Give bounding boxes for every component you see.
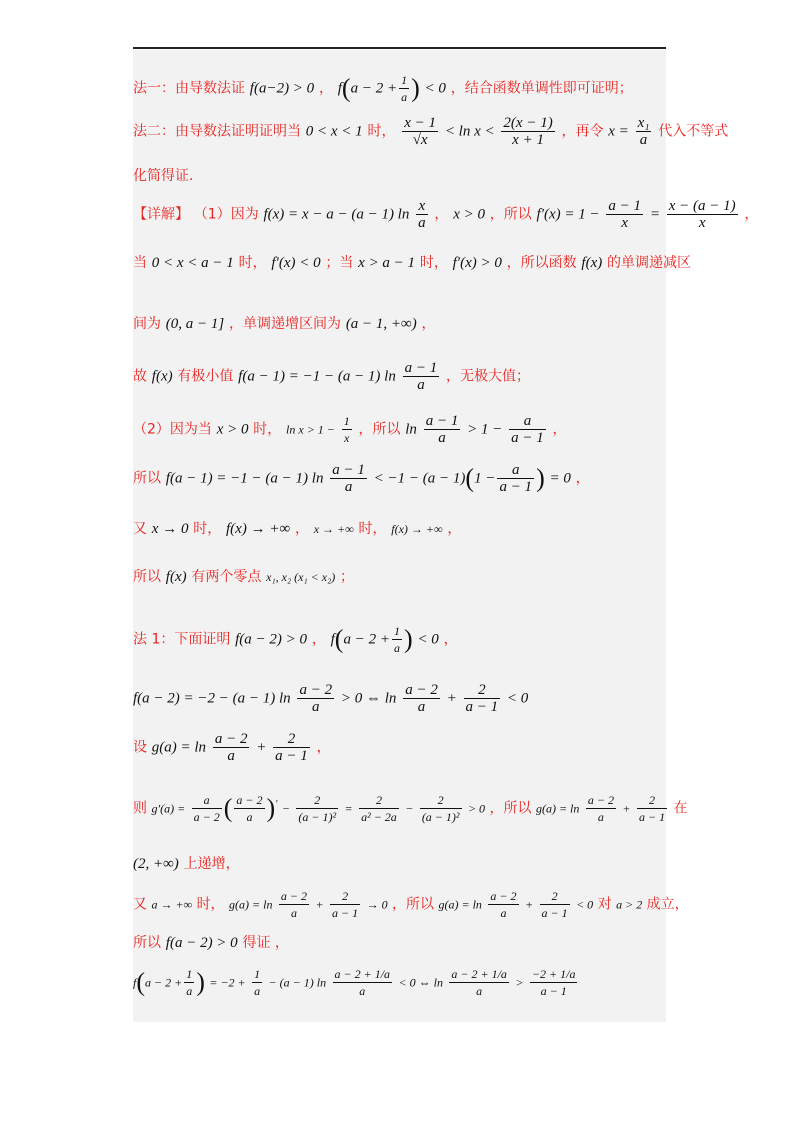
line-detail-part1 [133,198,759,231]
text: ， [552,421,567,438]
math: a − 2 + [145,975,183,990]
fraction: $\frac{a - 1}{a}$ [425,413,459,446]
math: a > 2 [616,897,643,912]
math: g(a) = ln [151,739,207,756]
fraction: $\frac{a - 2}{a}$ [214,731,248,764]
line-define-g [133,731,666,764]
text: （1）因为 [193,206,259,223]
paren: ) [196,967,205,997]
fraction: $\frac{2}{a - 1}$ [465,682,499,715]
math: (0, a − 1] [165,316,225,332]
math: < −1 − (a − 1) [373,470,466,487]
text: ， [294,521,309,537]
text: 所以 [133,935,161,951]
math: 1 − [474,470,496,487]
fraction: $\frac{a - 1}{a}$ [332,462,365,495]
text: 代入不等式 [658,123,729,140]
fraction: $\frac{x - (a - 1)}{x}$ [668,198,736,231]
math: 0 < x < 1 [305,123,363,140]
text: ，所以 [392,896,435,913]
text: 有两个零点 [191,569,262,585]
text: ， [311,631,326,648]
math: (2, +∞) [133,856,179,872]
fraction: $\frac{a}{a - 2}$ [193,793,220,824]
fraction: $\frac{a - 2}{a}$ [405,682,438,715]
fraction: $\frac{a - 2}{a}$ [236,793,263,824]
fraction: $\frac{2}{a - 1}$ [275,731,308,764]
line-proved [133,932,666,952]
math: f(a − 1) = −1 − (a − 1) ln [165,470,324,487]
text: ， [316,739,331,756]
line-limits [133,518,666,538]
text: ， [421,316,436,332]
math: g(a) = ln [229,897,273,912]
math: f(x) [151,368,173,385]
math: x > a − 1 [358,255,416,271]
math: < 0 [576,897,594,912]
math: = 0 [549,470,571,487]
math: f(x) → +∞ [391,522,443,536]
text: 时， [367,123,396,140]
paren: ( [223,793,233,823]
line-method-two [133,115,729,148]
math: g(a) = ln [535,801,580,816]
text: ， [318,80,333,97]
line-equivalence [133,682,666,715]
fraction: $\frac{a}{a - 1}$ [511,413,544,446]
text: 得证 ， [242,935,289,951]
fraction: $\frac{a - 2}{a}$ [490,889,517,920]
math: x > 0 [216,421,249,438]
text: 时， [358,521,387,537]
fraction: $\frac{1}{a}$ [186,967,193,998]
fraction: $\frac{2(x - 1)}{x + 1}$ [503,115,553,148]
text: 时， [193,521,222,537]
line-intervals [133,313,666,333]
math: = [649,206,660,223]
text: 故 [133,368,147,385]
text: 法二：由导数法证明证明当 [133,123,301,140]
line-final-equivalence [133,966,666,999]
text: 法一：由导数法证 [133,80,245,97]
math: x → +∞ [313,522,354,536]
text: ；当 [325,255,354,271]
line-part2 [133,413,666,446]
fraction: $\frac{a - 2 + 1/a}{a}$ [451,967,507,998]
math: + [622,801,631,816]
math: f(a − 2) > 0 [165,935,238,951]
line-method-one [133,72,666,105]
text: ，无极大值； [446,368,531,385]
fraction: $\frac{2}{\text{a² − 2a}}$ [361,793,397,824]
fraction: $\frac{2}{\text{(a − 1)²}}$ [421,793,460,824]
paren: ( [334,624,344,654]
math: f′(x) = 1 − [536,206,600,223]
math: f [337,80,342,97]
math: > 0 [467,801,486,816]
text: ， [744,206,759,223]
math: − [405,801,414,816]
fraction: $\frac{-2 + 1/a}{a - 1}$ [531,967,576,998]
fraction: $\frac{a - 1}{x}$ [608,198,642,231]
math: g(a) = ln [438,897,482,912]
text: 间为 [133,316,161,332]
text: 时， [253,421,282,438]
text: 则 [133,800,147,817]
line-two-zeros [133,566,666,586]
fraction: $\frac{x - 1}{√x}$ [404,115,437,148]
fraction: $\frac{1}{x}$ [343,414,350,445]
math: f(x) [581,255,603,271]
text: ， [443,631,458,648]
paren: ) [411,73,420,103]
fraction: $\frac{x}{a}$ [418,198,426,231]
math: f(x) → +∞ [226,521,291,537]
text: 有极小值 [177,368,234,385]
fraction: $\frac{1}{a}$ [393,624,400,655]
math: a − 2 + [350,80,398,97]
math: < 0 [424,80,446,97]
text: 所以 [133,470,161,487]
fraction: $\frac{2}{a - 1}$ [332,889,359,920]
fraction: $\frac{a - 2 + 1/a}{a}$ [334,967,391,998]
fraction: $\frac{2}{a - 1}$ [638,793,666,824]
line-min-negative [133,462,666,495]
line-g-limit [133,888,689,921]
text: （2）因为当 [133,421,212,438]
math: − (a − 1) ln [268,975,327,990]
math: → 0 [366,897,388,912]
text: ， [434,206,449,223]
math: > 1 − [467,421,503,438]
fraction: $\frac{a - 2}{a}$ [587,793,614,824]
paren: ( [341,73,351,103]
text: ， [447,521,462,537]
math: f(a − 2) > 0 [235,631,308,648]
fraction: $\frac{1}{a}$ [401,73,408,104]
fraction: $\frac{2}{a - 1}$ [541,889,568,920]
math: > 0 ⇔ ln [340,690,397,707]
math: a → +∞ [151,897,193,912]
math: < ln x < [444,123,495,140]
text: 成立， [646,896,689,913]
text: ，所以 [489,206,532,223]
math: f(a − 2) = −2 − (a − 1) ln [133,690,291,707]
math: f(a−2) > 0 [249,80,315,97]
paren: ) [536,463,545,493]
text: ，再令 [561,123,604,140]
math: f′(x) < 0 [271,255,321,271]
text: 法 1：下面证明 [133,631,231,648]
fraction: $\frac{a - 2}{a}$ [299,682,333,715]
text: 所以 [133,569,161,585]
text: 的单调递减区 [607,255,692,271]
text: 对 [597,896,612,913]
math: > [515,975,524,990]
fraction: $\frac{2}{\text{(a − 1)²}}$ [298,793,337,824]
fraction: $\frac{\text{x₁}}{a}$ [637,115,650,148]
line-increasing [133,853,666,873]
text: 设 [133,739,147,756]
text: ，单调递增区间为 [229,316,342,332]
text: 又 [133,521,147,537]
detail-tag: 【详解】 [133,206,189,223]
math: f′(x) > 0 [452,255,502,271]
line-simplify [133,165,666,185]
math: x > 0 [453,206,485,223]
math: < 0 ⇔ ln [398,975,443,990]
math: ln x > 1 − [286,422,335,437]
math: = −2 + [209,975,246,990]
paren: ) [403,624,413,654]
math: 0 < x < a − 1 [151,255,234,271]
math: + [256,739,267,756]
text: ， [575,470,590,487]
text: ； [340,569,355,585]
text: 在 [673,800,688,817]
math: ln [405,421,417,438]
math: + [524,897,534,912]
math: < 0 [506,690,529,707]
text: 时， [238,255,267,271]
line-method1-proof [133,623,666,656]
line-g-derivative: 则 g′(a) = $\frac{a}{a - 2}$ ( $\frac{a - 2}{a}$ )′ − $\frac{2}{\text{(a − 1)²}}$ = $\frac{2}{\text{a² − 2a}}$ − $\frac{2}{\text{(a − 1)²}}$ > 0 ，所以 g(a) = ln $\frac{a - 2}{a}$ + $\frac{2}{a - 1}$ 在 [133,793,688,824]
text: ，结合函数单调性即可证明； [450,80,633,97]
math: a − 2 + [343,631,390,648]
math: g′(a) = [151,801,186,816]
text: 又 [133,896,147,913]
math: f [330,631,335,648]
math: f [133,975,137,990]
math: < 0 [417,631,439,648]
math: f(x) = x − a − (a − 1) ln [263,206,410,223]
text: ，所以 [358,421,401,438]
math: x → 0 [151,521,189,537]
text: 时， [196,896,225,913]
text: 时， [419,255,448,271]
math: + [315,897,324,912]
text: 化简得证. [133,168,194,184]
math: f(a − 1) = −1 − (a − 1) ln [238,368,396,385]
paren: ( [136,967,146,997]
paren: ( [465,463,475,493]
text: ，所以函数 [506,255,577,271]
fraction: $\frac{a - 1}{a}$ [404,360,438,393]
text: 当 [133,255,147,271]
line-extremum [133,360,666,393]
fraction: $\frac{1}{a}$ [254,967,261,998]
line-monotonic [133,252,692,272]
header-rule [133,47,666,49]
math: = [344,801,353,816]
text: 上递增， [183,856,240,872]
math: x₁, x₂ (x₁ < x₂) [266,570,336,584]
fraction: $\frac{a - 2}{a}$ [280,889,308,920]
text: ，所以 [489,800,532,817]
math: − [281,801,290,816]
fraction: $\frac{a}{a - 1}$ [499,462,533,495]
math: f(x) [165,569,187,585]
math: + [446,690,457,707]
math: x = [608,123,629,140]
math: (a − 1, +∞) [345,316,417,332]
paren: ) [266,793,276,823]
